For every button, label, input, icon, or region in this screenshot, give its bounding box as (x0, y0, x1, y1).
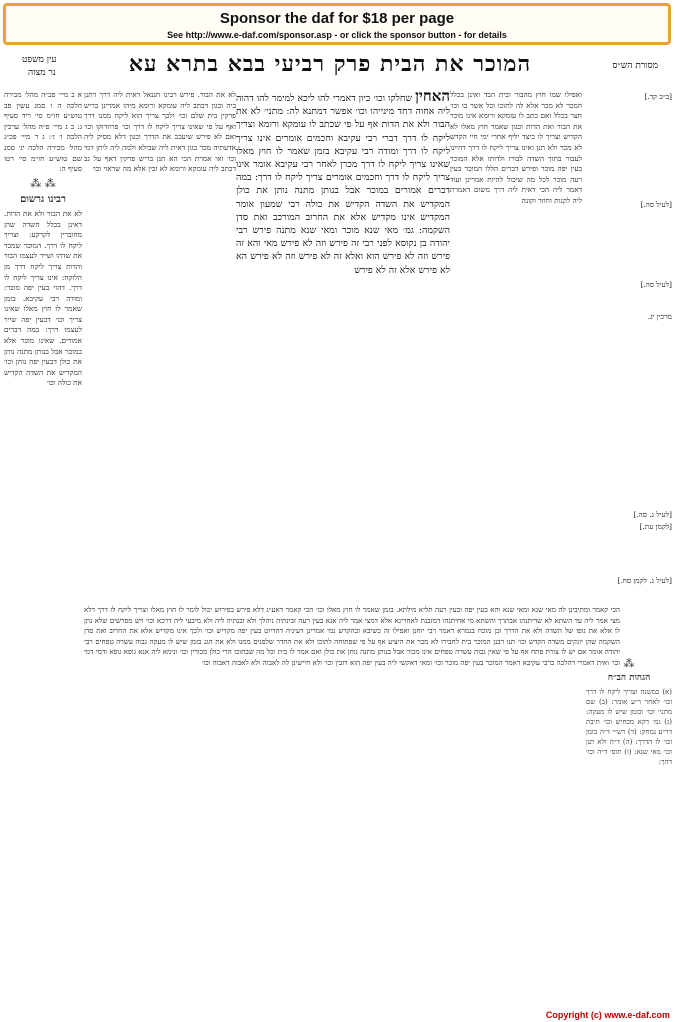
margin-ref: [לעיל ג. לקמן סח.] (617, 576, 672, 585)
margin-ref: [לעיל סה.] (640, 200, 672, 209)
hagahot-box (586, 655, 672, 767)
tosafot-column (84, 90, 236, 605)
ein-mishpat-label: עין משפט (22, 55, 57, 65)
masoret-hashas-column (586, 90, 672, 1005)
ner-mitzvah-label: נר מצוה (28, 68, 56, 78)
sponsor-title[interactable]: Sponsor the daf for $18 per page (219, 10, 455, 27)
gemara-body: שחלקו וכו׳ כיון דאמרי להו ליכא למימר להו דהוה ליה אחוה דחד מינייהו וכו׳ אפשר דמתנא לה: מתני׳ לא את הבור ולא את הדות אף על פי שכתב לו עומקא ורומא וצריך ליקח לו דרך דברי רבי עקיבא וחכמים אומרים אינו צריך ליקח לו דרך ומודה רבי עקיבא בזמן שאמר לו חוץ מאלו שאינו צריך ליקח לו דרך מכרן לאחר רבי עקיבא אומר אינו צריך ליקח לו דרך וחכמים אומרים צריך ליקח לו דרך: במה דברים אמורים במוכר אבל בנותן מתנה נותן את כולן המקדיש את השדה הקדיש את כולה רבי שמעון אומר המקדיש אינו מקדיש אלא את החרוב המורכב ואת סדן השקמה: גמ׳ מאי שנא מוכר ומאי שנא מתנה פירש רבי יהודה בן נקוסא לפני רבי זה פירש וזה לא פירש מאי והא זה פירש וזה לא פירש הוא ואלא זה לא פירש וזה לא פירש הא לא פירש אלא זה לא פירש (236, 93, 450, 276)
sponsor-banner[interactable] (3, 3, 671, 45)
ornament-divider: ⁂ ⁂ (30, 176, 56, 190)
margin-ref: [לעיל ג. סה.] (633, 510, 672, 519)
rabbeinu-gershom-title: רבינו גרשום (20, 194, 66, 206)
gemara-main-text (236, 90, 450, 605)
hagahot-title: הגהות הב״ח (607, 673, 651, 683)
copyright-link[interactable]: Copyright (c) www.e-daf.com (545, 1010, 670, 1020)
rashi-column (450, 90, 582, 605)
margin-ref: מרכין יג. (647, 312, 672, 321)
page-header (4, 48, 672, 88)
rabbeinu-gershom-text: לא את הבור ולא את הדות. דאינן בכלל השדה שהן מחוברין לקרקע: וצריך ליקח לו דרך. המוכר שמכר את שדהו ושייר לעצמו הבור והדות צריך ליקח דרך מן הלוקח: אינו צריך ליקח לו דרך. דהוי בעין יפה מוכר: ומודה רבי עקיבא. בזמן שאמר לו חוץ מאלו שאינו צריך וכו׳ דבעין יפה שייר לעצמו דרך: במה דברים אמורים. שאינו מוכר אלא במוכר אבל בנותן מתנה נותן את כולן דבעין יפה נותן וכו׳ המקדיש את השדה הקדיש את כולה וכו׳ (4, 208, 82, 388)
commentary-bottom (84, 605, 620, 1005)
ornament-divider: ⁂ (623, 657, 635, 670)
talmud-page (4, 48, 672, 1013)
commentary-bottom-text: הכי קאמר ומתיבינן לה מאי שנא ומאי שנא והא בעין יפה ובעין רעה תליא מילתא. בזמן שאמר לו חוץ מאלו וכו׳ הכי קאמר דאע״ג דלא פירש בפירוש יכול לומר לו חוץ מאלו וצריך ליקח לו דרך דלא מצי אמר ליה עד השתא לא שדיתנהו אבתרך והשתא מי אחיתנהו דמזבנת לאחרינא אלא דמצי אמר ליה אנא בעין רעה זבינתיה ניהלך ולא זבנתיה ליה ולא מיבעי ליה דרכא וכו׳ ויש מפרשים שלא נתן לו אלא את גופו של השדה ולא את הדרך וכן מוכח בגמרא דאמר רבי יוחנן ואפילו זה כשיבא ובהקדש נמי אמרינן דעיניה דהדיוט בעין יפה מקדיש וכו׳ ולכך אינו מקדיש אלא את החרוב ואת סדן השקמה שהן יונקים משדה הקדש וכו׳ תנו רבנן המוכר בית לחבירו לא מכר את היציע אף על פי שפתוחה לתוכו ולא את החדר שלפנים ממנו ולא את הגג בזמן שיש לו מעקה גבוה עשרה טפחים רבי יהודה אומר אם יש לו צורת פתח אף על פי שאין גבוה עשרה טפחים אינו מכור אבל בנותן מתנה נותן את כולן ואם אמר לו בית וכל מה שבתוכו הרי כולן מכורין וכו׳ ונימא ליה אנא גופא גופא ודמי דמי וכו׳ ואית דאמרי דהלכה כרבי עקיבא דאמר המוכר בעין יפה מוכר וכו׳ ומאי דאקשי ליה בעין יפה הוא דזבין וכו׳ ולא חיישינן לה לאבוה ולא לאבוה דאבוה וכו׳ (84, 605, 620, 667)
masoret-label: מסורת הש״ס (612, 61, 658, 71)
ein-mishpat-column (4, 90, 82, 1010)
page-title: המוכר את הבית פרק רביעי בבא בתרא עא (128, 51, 532, 77)
margin-ref: [לקמן עת.] (639, 522, 672, 531)
ein-mishpat-refs: א ב מיי׳ פכ״ה מהל׳ מכירה הלכה ה ו סמג עשין פב טוש״ע חו״מ סי׳ ריד סעיף ג: ב ג מיי׳ פ״ה מהל׳ ערכין הלכה ו׳ ז׳: ג ד מיי׳ פכ״ג מהל׳ מכירה הלכה יג׳ סמג שם טוש״ע חו״מ סי׳ רטו סעיף ה: (4, 90, 82, 174)
rashi-text: ואפילו שמו חוץ מהבור ובית הבד ואינן בכלל המכר לא מכר אלא לה לתוכו וכל אשר בו וכו׳ חצר בכלל ואם כתב לו עומקא ורומא אינו מוכר את הבור ואת הדות וכגון שאמר חוץ מאלו לא הקדיש וצריך לו כיצד יליף אחרי ימי חיי הקדש לא מכר ולא תנן ואינו צריך ליקח לו דרך דהיינו לעבור בתוך השדה לבורו ולדותו אלא המוכר בעין יפה מוכר ופירש דברים הללו המוכר בעין רעה מוכר לכל מה שיכול להיות אמרינן ועוד דאמר ליה הכי דאית ליה דרך משום דאמרת ליה לקנות וחוזר וקונה (450, 90, 582, 205)
margin-ref: [ב״ב קד.] (644, 92, 672, 101)
margin-ref: [לעיל סה.] (640, 280, 672, 289)
sponsor-subtitle[interactable]: See http://www.e-daf.com/sponsor.asp - or click the sponsor button - for details (167, 30, 507, 40)
gemara-opening-word: האחין (415, 90, 450, 105)
tosafot-text: לא את הבור. פירש רבינו חננאל דאית ליה דרך דתנן ביה וכגון דכתב ליה עומקא ורומא מיהו אמרינן בריש פרקין בית שלם וכו׳ ולכך צריך הוא ליקח ממנו דרך ואף על פי שאינו צריך ליקח לו דרך וכו׳ פרוזדוקו וכו׳ ואם לא פירש שיעכב את הדרך וכגון דלא מסיק ליה אדעתיה מכר כגון דאית ליה שבילא ולמה ליה ליתן דמי וכו׳ ואי אמרת הכי הא תנן בריש פרקין דאף על גב דכתב ליה עומקא ורומא לא זבין אלא מה שראוי וכו׳ (84, 90, 236, 174)
hagahot-text: (א) במשנה וצריך ליקח לו דרך וכו׳ לאחר ר״ע אומר: (ב) שם מתני׳ וכו׳ ובזמן שיש לו מעקה: (ג) גמ׳ דקא מכחיש וכו׳ תיבת דר״ע נמחק: (ד) רש״י ד״ה בזמן וכו׳ לו הדרך: (ה) ד״ה ולא תנן וכו׳ מאי שנא: (ו) תוס׳ ד״ה וכו׳ דהך: (586, 688, 672, 766)
